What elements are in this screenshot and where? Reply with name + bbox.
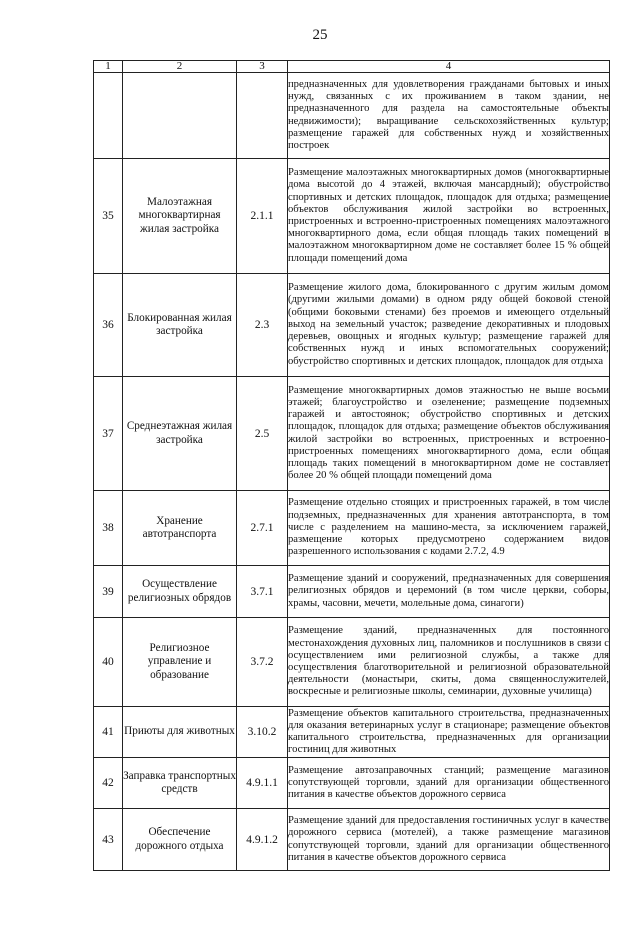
row-code: 2.1.1 [237, 159, 288, 274]
row-name [123, 73, 237, 159]
row-number: 41 [94, 707, 123, 758]
table-row [94, 491, 610, 566]
row-description: Размещение автозаправочных станций; размещение магазинов сопутствующей торговли, зданий для организации общественного питания в качестве объектов дорожного сервиса [288, 758, 610, 809]
row-description: Размещение жилого дома, блокированного с другим жилым домом (другими жилыми домами) в одном ряду общей боковой стеной (общими боковыми стенами) без проемов и имеющего отдельный выход на земельный участок; разведение декоративных и плодовых деревьев, овощных и ягодных культур; размещение гаражей для собственных нужд и иных вспомогательных сооружений; обустройство спортивных и детских площадок, площадок для отдыха [288, 274, 610, 377]
row-description: Размещение зданий для предоставления гостиничных услуг в качестве дорожного сервиса (мотелей), а также размещение магазинов сопутствующей торговли, зданий для организации общественного питания в качестве объектов дорожного сервиса [288, 809, 610, 871]
row-description: Размещение зданий, предназначенных для постоянного местонахождения духовных лиц, паломников и послушников в связи с осуществлением ими религиозной службы, а также для осуществления благотворительной и религиозной образовательной деятельности (монастыри, скиты, дома священнослужителей, воскресные и религиозные школы, семинарии, духовные училища) [288, 618, 610, 707]
row-number: 36 [94, 274, 123, 377]
row-name: Малоэтажная многоквартирная жилая застройка [123, 159, 237, 274]
row-description: Размещение объектов капитального строительства, предназначенных для оказания ветеринарных услуг в стационаре; размещение объектов капитального строительства, предназначенных для организации гостиниц для животных [288, 707, 610, 758]
row-name: Приюты для животных [123, 707, 237, 758]
table-row [94, 274, 610, 377]
row-code: 4.9.1.2 [237, 809, 288, 871]
row-name: Заправка транспортных средств [123, 758, 237, 809]
row-number: 39 [94, 566, 123, 618]
page-number: 25 [312, 27, 328, 43]
row-number: 38 [94, 491, 123, 566]
row-number: 35 [94, 159, 123, 274]
row-code: 3.7.2 [237, 618, 288, 707]
row-code: 2.3 [237, 274, 288, 377]
row-name: Среднеэтажная жилая застройка [123, 377, 237, 491]
row-description: Размещение малоэтажных многоквартирных домов (многоквартирные дома высотой до 4 этажей, включая мансардный); обустройство спортивных и детских площадок, площадок для отдыха; размещение объектов обслуживания жилой застройки во встроенных, пристроенных и встроенно-пристроенных помещениях малоэтажного многоквартирного дома, если общая площадь таких помещений в малоэтажном многоквартирном доме не составляет более 15 % общей площади помещений дома [288, 159, 610, 274]
row-number [94, 73, 123, 159]
row-name: Осуществление религиозных обрядов [123, 566, 237, 618]
table-header-row [94, 61, 610, 73]
table-row [94, 707, 610, 758]
row-code: 2.7.1 [237, 491, 288, 566]
table-row [94, 809, 610, 871]
row-description: Размещение многоквартирных домов этажностью не выше восьми этажей; благоустройство и озеленение; размещение подземных гаражей и автостоянок; обустройство спортивных и детских площадок, площадок для отдыха; размещение объектов обслуживания жилой застройки во встроенных, пристроенных и встроенно-пристроенных помещениях многоквартирного дома, если общая площадь таких помещений в многоквартирном доме не составляет более 20 % общей площади помещений дома [288, 377, 610, 491]
table-row [94, 758, 610, 809]
column-header-code: 3 [237, 61, 288, 73]
table-row [94, 73, 610, 159]
table-row [94, 618, 610, 707]
row-code: 2.5 [237, 377, 288, 491]
row-name: Обеспечение дорожного отдыха [123, 809, 237, 871]
row-number: 43 [94, 809, 123, 871]
row-name: Хранение автотранспорта [123, 491, 237, 566]
row-code [237, 73, 288, 159]
row-description: Размещение зданий и сооружений, предназначенных для совершения религиозных обрядов и церемоний (в том числе церкви, соборы, храмы, часовни, мечети, молельные дома, синагоги) [288, 566, 610, 618]
row-number: 37 [94, 377, 123, 491]
table-row [94, 159, 610, 274]
column-header-description: 4 [288, 61, 610, 73]
column-header-number: 1 [94, 61, 123, 73]
column-header-name: 2 [123, 61, 237, 73]
row-name: Блокированная жилая застройка [123, 274, 237, 377]
row-code: 3.10.2 [237, 707, 288, 758]
row-description: Размещение отдельно стоящих и пристроенных гаражей, в том числе подземных, предназначенных для хранения автотранспорта, в том числе с разделением на машино-места, за исключением гаражей, размещение которых предусмотрено содержанием видов разрешенного использования с кодами 2.7.2, 4.9 [288, 491, 610, 566]
land-use-table [93, 60, 610, 871]
row-number: 42 [94, 758, 123, 809]
row-number: 40 [94, 618, 123, 707]
row-code: 3.7.1 [237, 566, 288, 618]
row-description: предназначенных для удовлетворения гражданами бытовых и иных нужд, связанных с их проживанием в таком здании, не предназначенного для раздела на самостоятельные объекты недвижимости); выращивание сельскохозяйственных культур; размещение гаражей для собственных нужд и хозяйственных построек [288, 73, 610, 159]
table-row [94, 566, 610, 618]
table-row [94, 377, 610, 491]
row-name: Религиозное управление и образование [123, 618, 237, 707]
row-code: 4.9.1.1 [237, 758, 288, 809]
